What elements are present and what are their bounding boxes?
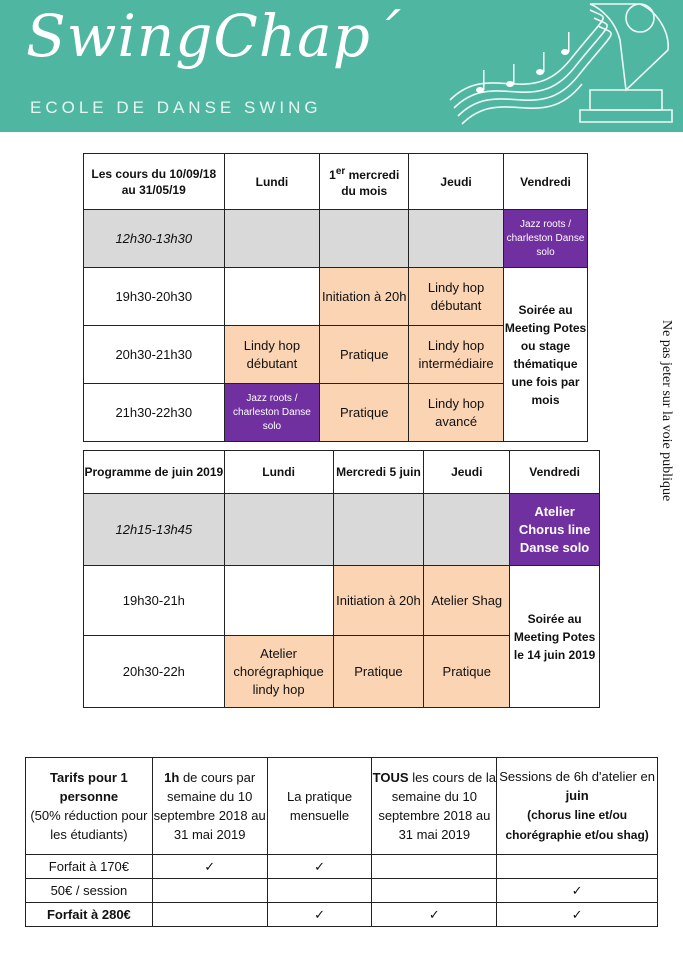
tarif-label: Forfait à 280€ <box>26 903 153 927</box>
time-cell: 19h30-21h <box>84 566 225 636</box>
logo: SwingChap´ <box>26 2 401 70</box>
check-icon: ✓ <box>497 903 658 927</box>
time-cell: 12h15-13h45 <box>84 494 225 566</box>
tarifs-table <box>25 757 658 927</box>
empty-cell <box>320 210 409 268</box>
time-cell: 12h30-13h30 <box>84 210 225 268</box>
tarif-header: Tarifs pour 1 personne (50% réduction pour les étudiants) <box>26 758 153 855</box>
header-banner <box>0 0 683 132</box>
empty-cell <box>152 879 267 903</box>
empty-cell <box>333 494 424 566</box>
time-cell: 20h30-21h30 <box>84 326 225 384</box>
corner-header: Les cours du 10/09/18 au 31/05/19 <box>84 154 225 210</box>
gramophone-music-notes-icon <box>440 0 683 132</box>
time-cell: 21h30-22h30 <box>84 384 225 442</box>
col-jeudi: Jeudi <box>409 154 504 210</box>
time-cell: 20h30-22h <box>84 636 225 708</box>
vendredi-evening: Soirée au Meeting Potes ou stage thématique une fois par mois <box>504 268 588 442</box>
col-vendredi: Vendredi <box>510 451 600 494</box>
course-cell: Pratique <box>424 636 510 708</box>
empty-cell <box>224 210 320 268</box>
course-cell: Lindy hop avancé <box>409 384 504 442</box>
subtitle: ECOLE DE DANSE SWING <box>30 98 322 117</box>
course-cell: Lindy hop débutant <box>409 268 504 326</box>
course-cell: Atelier chorégraphique lindy hop <box>224 636 333 708</box>
tarif-label: Forfait à 170€ <box>26 855 153 879</box>
col-mercredi: 1er mercredi du mois <box>320 154 409 210</box>
tarif-header: Sessions de 6h d'atelier en juin (chorus line et/ou chorégraphie et/ou shag) <box>497 758 658 855</box>
side-note: Ne pas jeter sur la voie publique <box>659 320 674 502</box>
course-cell: Pratique <box>320 384 409 442</box>
empty-cell <box>372 855 497 879</box>
empty-cell <box>267 879 372 903</box>
time-cell: 19h30-20h30 <box>84 268 225 326</box>
check-icon: ✓ <box>267 855 372 879</box>
empty-cell <box>372 879 497 903</box>
course-cell: Pratique <box>320 326 409 384</box>
tarif-header: La pratique mensuelle <box>267 758 372 855</box>
course-cell: Lindy hop débutant <box>224 326 320 384</box>
empty-cell <box>224 494 333 566</box>
tarif-header: TOUS les cours de la semaine du 10 septembre 2018 au 31 mai 2019 <box>372 758 497 855</box>
june-table <box>83 450 600 708</box>
course-cell: Initiation à 20h <box>320 268 409 326</box>
schedule-table <box>83 153 588 442</box>
empty-cell <box>497 855 658 879</box>
course-cell: Initiation à 20h <box>333 566 424 636</box>
course-cell: Jazz roots / charleston Danse solo <box>504 210 588 268</box>
course-cell: Pratique <box>333 636 424 708</box>
course-cell: Jazz roots / charleston Danse solo <box>224 384 320 442</box>
course-cell: Atelier Chorus line Danse solo <box>510 494 600 566</box>
col-mercredi: Mercredi 5 juin <box>333 451 424 494</box>
check-icon: ✓ <box>152 855 267 879</box>
empty-cell <box>409 210 504 268</box>
tarif-label: 50€ / session <box>26 879 153 903</box>
col-lundi: Lundi <box>224 154 320 210</box>
check-icon: ✓ <box>267 903 372 927</box>
corner-header: Programme de juin 2019 <box>84 451 225 494</box>
course-cell: Lindy hop intermédiaire <box>409 326 504 384</box>
empty-cell <box>152 903 267 927</box>
course-cell: Atelier Shag <box>424 566 510 636</box>
empty-cell <box>424 494 510 566</box>
empty-cell <box>224 566 333 636</box>
check-icon: ✓ <box>497 879 658 903</box>
col-vendredi: Vendredi <box>504 154 588 210</box>
tarif-header: 1h de cours par semaine du 10 septembre 2018 au 31 mai 2019 <box>152 758 267 855</box>
col-lundi: Lundi <box>224 451 333 494</box>
col-jeudi: Jeudi <box>424 451 510 494</box>
vendredi-evening: Soirée au Meeting Potes le 14 juin 2019 <box>510 566 600 708</box>
empty-cell <box>224 268 320 326</box>
check-icon: ✓ <box>372 903 497 927</box>
